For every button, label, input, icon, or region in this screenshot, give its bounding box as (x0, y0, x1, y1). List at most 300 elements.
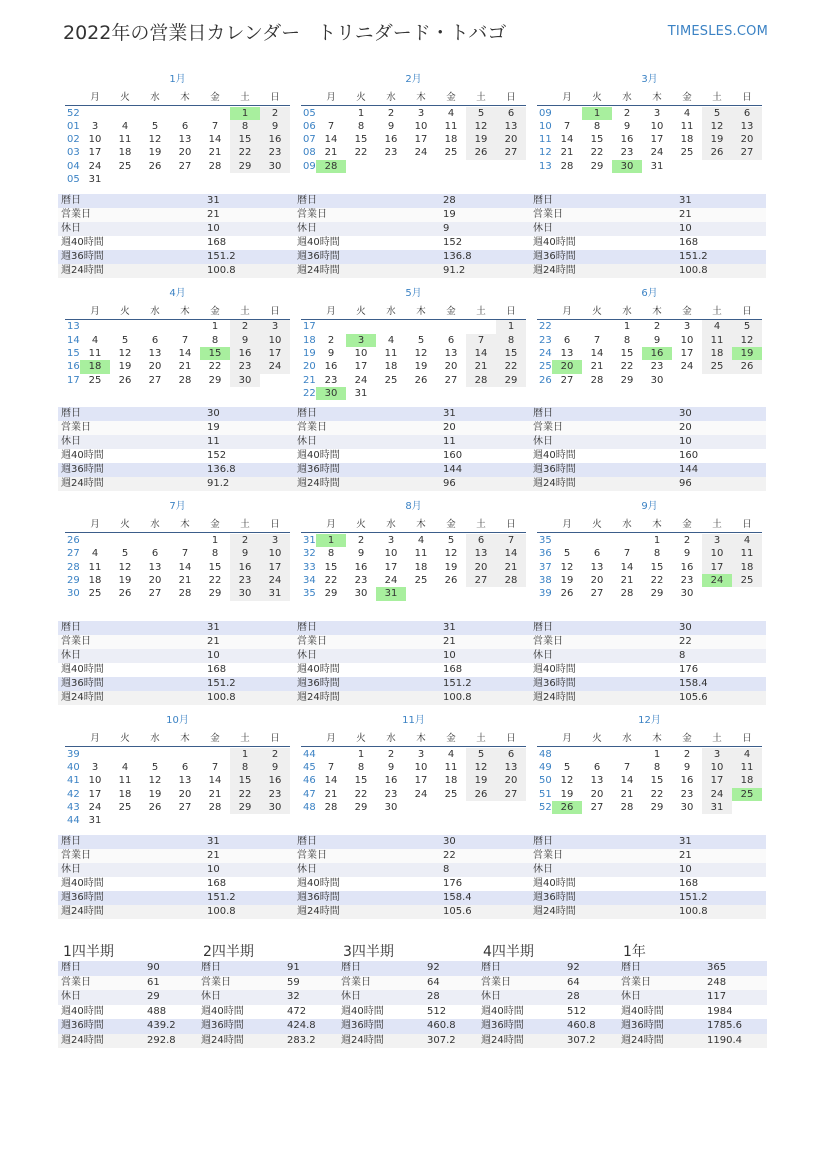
empty-day-cell (732, 160, 762, 173)
week-row (65, 774, 290, 787)
week-number-header (301, 732, 316, 746)
day-cell: 23 (650, 361, 664, 373)
month-title: 7月 (169, 501, 186, 513)
summary-label: 週24時間 (341, 1034, 384, 1046)
summary-value: 424.8 (287, 1020, 316, 1031)
stats-row (58, 635, 294, 649)
weekday-label: 日 (506, 519, 516, 531)
week-row (65, 120, 290, 133)
week-row (301, 387, 526, 400)
week-row (301, 334, 526, 347)
week-number: 10 (539, 120, 552, 132)
stats-row (530, 649, 766, 663)
month-block (530, 287, 766, 492)
weekday-label: 火 (356, 305, 366, 317)
weekday-label: 金 (446, 519, 456, 531)
weekday-label: 土 (476, 733, 486, 745)
empty-day-cell (140, 173, 170, 186)
stats-value: 31 (679, 835, 692, 847)
day-cell: 2 (387, 748, 395, 760)
stats-label: 暦日 (297, 194, 317, 206)
stats-value: 158.4 (443, 891, 472, 903)
day-cell: 5 (447, 534, 455, 546)
day-cell: 10 (260, 547, 290, 560)
empty-day-cell (496, 387, 526, 400)
day-cell: 16 (260, 133, 290, 146)
day-cell: 12 (444, 548, 458, 560)
month-block (294, 73, 530, 278)
summary-row (478, 976, 618, 991)
day-cell: 2 (653, 321, 661, 333)
week-number: 07 (303, 134, 316, 146)
stats-value: 100.8 (207, 691, 236, 703)
week-number: 39 (539, 588, 552, 600)
week-number: 43 (67, 801, 80, 813)
day-cell: 7 (593, 334, 601, 346)
day-cell: 25 (702, 360, 732, 373)
day-cell: 6 (447, 334, 455, 346)
week-row (301, 146, 526, 159)
weekday-label: 火 (592, 519, 602, 531)
day-cell: 16 (324, 361, 338, 373)
empty-day-cell (496, 587, 526, 600)
day-cell: 11 (384, 347, 398, 359)
empty-day-cell (80, 534, 110, 547)
day-cell: 27 (496, 146, 526, 159)
week-number: 46 (303, 775, 316, 787)
week-number: 39 (67, 748, 80, 760)
stats-value: 136.8 (207, 464, 236, 476)
day-cell: 23 (384, 147, 398, 159)
empty-day-cell (170, 814, 200, 827)
empty-day-cell (170, 173, 200, 186)
day-cell: 11 (118, 134, 132, 146)
summary-title: 2四半期 (203, 944, 254, 960)
day-cell: 11 (444, 761, 458, 773)
stats-value: 31 (679, 194, 692, 206)
day-cell: 6 (593, 548, 601, 560)
day-cell: 15 (620, 347, 634, 359)
week-rows (537, 534, 762, 614)
stats-row (530, 691, 766, 705)
day-cell: 19 (560, 788, 574, 800)
stats-row (530, 621, 766, 635)
day-cell: 18 (444, 134, 458, 146)
day-cell: 7 (466, 334, 496, 347)
day-cell: 21 (620, 574, 634, 586)
week-row (301, 360, 526, 373)
weekday-label: 土 (240, 305, 250, 317)
stats-value: 144 (443, 464, 463, 476)
day-cell: 26 (732, 360, 762, 373)
weekday-label: 木 (416, 519, 426, 531)
stats-row (294, 663, 530, 677)
day-cell: 13 (148, 347, 162, 359)
summary-value: 90 (147, 962, 160, 973)
day-cell: 4 (683, 107, 691, 119)
day-cell: 3 (417, 748, 425, 760)
stats-row (58, 222, 294, 236)
weekday-label: 土 (712, 733, 722, 745)
week-number: 41 (67, 775, 80, 787)
stats-row (530, 463, 766, 477)
week-row (301, 774, 526, 787)
month-title: 10月 (166, 715, 189, 727)
stats-label: 休日 (533, 863, 553, 875)
day-cell: 22 (208, 361, 222, 373)
day-cell: 18 (702, 347, 732, 360)
day-cell: 29 (324, 588, 338, 600)
summary-row (338, 1019, 478, 1034)
stats-label: 休日 (533, 436, 553, 448)
stats-value: 19 (207, 422, 220, 434)
stats-label: 週24時間 (533, 478, 576, 490)
week-row (65, 561, 290, 574)
day-cell: 1 (623, 321, 631, 333)
week-number-header (537, 305, 552, 319)
day-cell: 19 (560, 574, 574, 586)
stats-label: 営業日 (61, 849, 91, 861)
day-cell: 27 (496, 788, 526, 801)
day-cell: 17 (414, 775, 428, 787)
day-cell: 20 (148, 361, 162, 373)
day-cell: 18 (732, 774, 762, 787)
day-cell: 3 (387, 534, 395, 546)
summary-value: 512 (427, 1005, 447, 1017)
stats-label: 週40時間 (297, 450, 340, 462)
stats-row (58, 421, 294, 435)
day-cell: 7 (496, 534, 526, 547)
day-cell: 13 (590, 561, 604, 573)
day-cell: 20 (466, 561, 496, 574)
day-cell: 13 (732, 120, 762, 133)
summary-value: 1984 (707, 1005, 733, 1017)
week-row (65, 574, 290, 587)
week-row (301, 547, 526, 560)
empty-day-cell (672, 160, 702, 173)
day-cell: 9 (683, 548, 691, 560)
day-cell: 9 (327, 347, 335, 359)
stats-label: 営業日 (533, 635, 563, 647)
stats-value: 28 (443, 194, 456, 206)
summary-label: 営業日 (201, 976, 231, 988)
day-cell: 19 (118, 361, 132, 373)
day-cell: 9 (653, 334, 661, 346)
day-cell: 5 (121, 548, 129, 560)
stats-value: 100.8 (207, 264, 236, 276)
stats-label: 週36時間 (61, 677, 104, 689)
empty-day-cell (436, 160, 466, 173)
stats-label: 暦日 (533, 194, 553, 206)
day-cell: 28 (620, 588, 634, 600)
day-cell: 30 (260, 160, 290, 173)
day-cell: 14 (496, 547, 526, 560)
day-cell: 20 (732, 133, 762, 146)
day-cell: 14 (178, 561, 192, 573)
day-cell: 13 (560, 347, 574, 359)
site-logo: TIMESLES.COM (667, 24, 768, 39)
stats-label: 週24時間 (297, 478, 340, 490)
holiday-day-cell: 1 (230, 107, 260, 120)
day-cell: 6 (563, 334, 571, 346)
day-cell: 20 (178, 788, 192, 800)
day-cell: 9 (230, 334, 260, 347)
day-cell: 28 (208, 160, 222, 172)
weekday-label: 金 (682, 519, 692, 531)
summary-column (58, 944, 198, 1048)
week-row (65, 146, 290, 159)
day-cell: 6 (732, 107, 762, 120)
empty-day-cell (436, 320, 466, 333)
holiday-day-cell: 1 (582, 107, 612, 120)
stats-value: 100.8 (679, 905, 708, 917)
stats-value: 31 (207, 621, 220, 633)
month-title: 2月 (405, 74, 422, 85)
week-number: 05 (67, 174, 80, 186)
weekday-label: 日 (270, 733, 280, 745)
day-cell: 25 (88, 374, 102, 386)
week-number: 33 (303, 561, 316, 573)
stats-row (294, 407, 530, 421)
summary-value: 29 (147, 991, 160, 1002)
day-cell: 9 (357, 548, 365, 560)
day-cell: 4 (121, 120, 129, 132)
day-cell: 12 (148, 775, 162, 787)
weekday-label: 金 (210, 305, 220, 317)
weekday-label: 土 (240, 92, 250, 103)
month-stats-table (58, 835, 294, 919)
stats-label: 週40時間 (533, 450, 576, 462)
stats-value: 152 (443, 236, 463, 248)
weekday-label: 火 (356, 92, 366, 103)
day-cell: 6 (151, 334, 159, 346)
day-cell: 7 (563, 120, 571, 132)
day-cell: 24 (702, 788, 732, 801)
summary-value: 512 (567, 1005, 587, 1017)
empty-day-cell (316, 320, 346, 333)
weekday-label: 木 (652, 519, 662, 531)
day-cell: 22 (650, 574, 664, 586)
week-row (65, 160, 290, 173)
weekday-header-row (537, 732, 762, 747)
stats-label: 週24時間 (297, 905, 340, 917)
month-calendar (65, 500, 290, 614)
stats-label: 週36時間 (297, 250, 340, 262)
stats-row (530, 264, 766, 278)
weekday-label: 金 (210, 92, 220, 103)
day-cell: 11 (732, 761, 762, 774)
stats-row (294, 463, 530, 477)
day-cell: 13 (466, 547, 496, 560)
weekday-label: 日 (742, 92, 752, 103)
day-cell: 22 (354, 788, 368, 800)
day-cell: 10 (702, 547, 732, 560)
week-number: 28 (67, 561, 80, 573)
week-rows (65, 748, 290, 828)
summary-value: 92 (427, 962, 440, 973)
day-cell: 14 (620, 561, 634, 573)
week-number: 44 (303, 748, 316, 760)
stats-value: 11 (443, 436, 456, 448)
day-cell: 10 (354, 347, 368, 359)
stats-label: 週36時間 (533, 891, 576, 903)
summary-value: 28 (427, 991, 440, 1002)
stats-label: 週24時間 (61, 264, 104, 276)
week-row (65, 320, 290, 333)
month-block (294, 500, 530, 705)
day-cell: 29 (650, 801, 664, 813)
weekday-label: 日 (742, 305, 752, 317)
summary-value: 92 (567, 962, 580, 973)
summary-value: 59 (287, 976, 300, 988)
day-cell: 21 (560, 147, 574, 159)
stats-row (530, 236, 766, 250)
empty-day-cell (316, 748, 346, 761)
day-cell: 4 (121, 761, 129, 773)
stats-row (530, 863, 766, 877)
month-calendar (301, 287, 526, 401)
empty-day-cell (612, 748, 642, 761)
day-cell: 2 (683, 748, 691, 760)
empty-day-cell (702, 587, 732, 600)
summary-value: 488 (147, 1005, 167, 1017)
week-number: 26 (67, 534, 80, 546)
stats-row (58, 649, 294, 663)
summary-label: 週40時間 (201, 1005, 244, 1017)
summary-value: 1190.4 (707, 1034, 742, 1046)
summary-label: 休日 (61, 991, 81, 1002)
day-cell: 17 (414, 134, 428, 146)
weekday-label: 木 (652, 92, 662, 103)
week-number-header (537, 732, 552, 746)
day-cell: 7 (211, 761, 219, 773)
week-row (301, 748, 526, 761)
stats-value: 100.8 (679, 264, 708, 276)
stats-value: 21 (207, 849, 220, 861)
day-cell: 28 (466, 374, 496, 387)
empty-day-cell (230, 173, 260, 186)
weekday-label: 水 (386, 92, 396, 103)
week-number: 36 (539, 548, 552, 560)
weekday-label: 土 (476, 305, 486, 317)
summary-row (478, 1034, 618, 1049)
summary-label: 暦日 (341, 962, 361, 973)
day-cell: 31 (88, 174, 102, 186)
summary-row (338, 1034, 478, 1049)
day-cell: 1 (496, 320, 526, 333)
weekday-label: 木 (180, 92, 190, 103)
stats-label: 週40時間 (61, 663, 104, 675)
summary-column (338, 944, 478, 1048)
empty-day-cell (200, 107, 230, 120)
day-cell: 8 (593, 120, 601, 132)
day-cell: 24 (414, 147, 428, 159)
empty-day-cell (80, 320, 110, 333)
day-cell: 5 (563, 761, 571, 773)
stats-label: 週24時間 (61, 691, 104, 703)
stats-value: 96 (679, 478, 692, 490)
stats-row (58, 877, 294, 891)
week-rows (301, 534, 526, 614)
day-cell: 15 (324, 561, 338, 573)
empty-day-cell (466, 320, 496, 333)
stats-label: 暦日 (533, 835, 553, 847)
stats-label: 休日 (297, 436, 317, 448)
day-cell: 30 (230, 587, 260, 600)
empty-day-cell (702, 374, 732, 387)
stats-value: 168 (207, 877, 227, 889)
day-cell: 2 (260, 748, 290, 761)
stats-label: 営業日 (533, 422, 563, 434)
day-cell: 29 (620, 374, 634, 386)
day-cell: 18 (384, 361, 398, 373)
day-cell: 25 (118, 160, 132, 172)
stats-label: 週36時間 (297, 677, 340, 689)
day-cell: 21 (496, 561, 526, 574)
weekday-label: 土 (712, 305, 722, 317)
month-title: 3月 (641, 74, 658, 85)
weekday-label: 水 (386, 305, 396, 317)
week-rows (537, 107, 762, 187)
stats-row (58, 208, 294, 222)
day-cell: 14 (324, 134, 338, 146)
stats-label: 週24時間 (297, 264, 340, 276)
day-cell: 2 (260, 107, 290, 120)
month-stats-table (58, 407, 294, 491)
weekday-label: 月 (326, 92, 336, 103)
empty-day-cell (110, 107, 140, 120)
weekday-label: 木 (416, 733, 426, 745)
week-number: 42 (67, 788, 80, 800)
months-grid (58, 73, 766, 928)
day-cell: 10 (414, 761, 428, 773)
empty-day-cell (346, 320, 376, 333)
day-cell: 26 (444, 574, 458, 586)
week-row (537, 374, 762, 387)
day-cell: 23 (620, 147, 634, 159)
month-block (58, 500, 294, 705)
summary-value: 64 (427, 976, 440, 988)
empty-day-cell (170, 320, 200, 333)
weekday-label: 水 (386, 519, 396, 531)
stats-value: 20 (443, 422, 456, 434)
empty-day-cell (466, 160, 496, 173)
day-cell: 22 (324, 574, 338, 586)
month-block (58, 714, 294, 919)
weekday-label: 火 (120, 733, 130, 745)
day-cell: 9 (260, 761, 290, 774)
day-cell: 16 (384, 134, 398, 146)
week-number: 34 (303, 574, 316, 586)
stats-value: 158.4 (679, 677, 708, 689)
stats-row (294, 635, 530, 649)
summary-value: 292.8 (147, 1034, 176, 1046)
weekday-header-row (65, 518, 290, 533)
day-cell: 28 (324, 801, 338, 813)
weekday-label: 金 (682, 733, 692, 745)
summary-row (58, 1005, 198, 1020)
month-stats-table (530, 407, 766, 491)
week-row (65, 748, 290, 761)
day-cell: 24 (88, 801, 102, 813)
day-cell: 8 (327, 548, 335, 560)
day-cell: 28 (496, 574, 526, 587)
empty-day-cell (376, 320, 406, 333)
stats-row (58, 463, 294, 477)
day-cell: 23 (680, 788, 694, 800)
day-cell: 5 (417, 334, 425, 346)
weekday-label: 水 (622, 305, 632, 317)
